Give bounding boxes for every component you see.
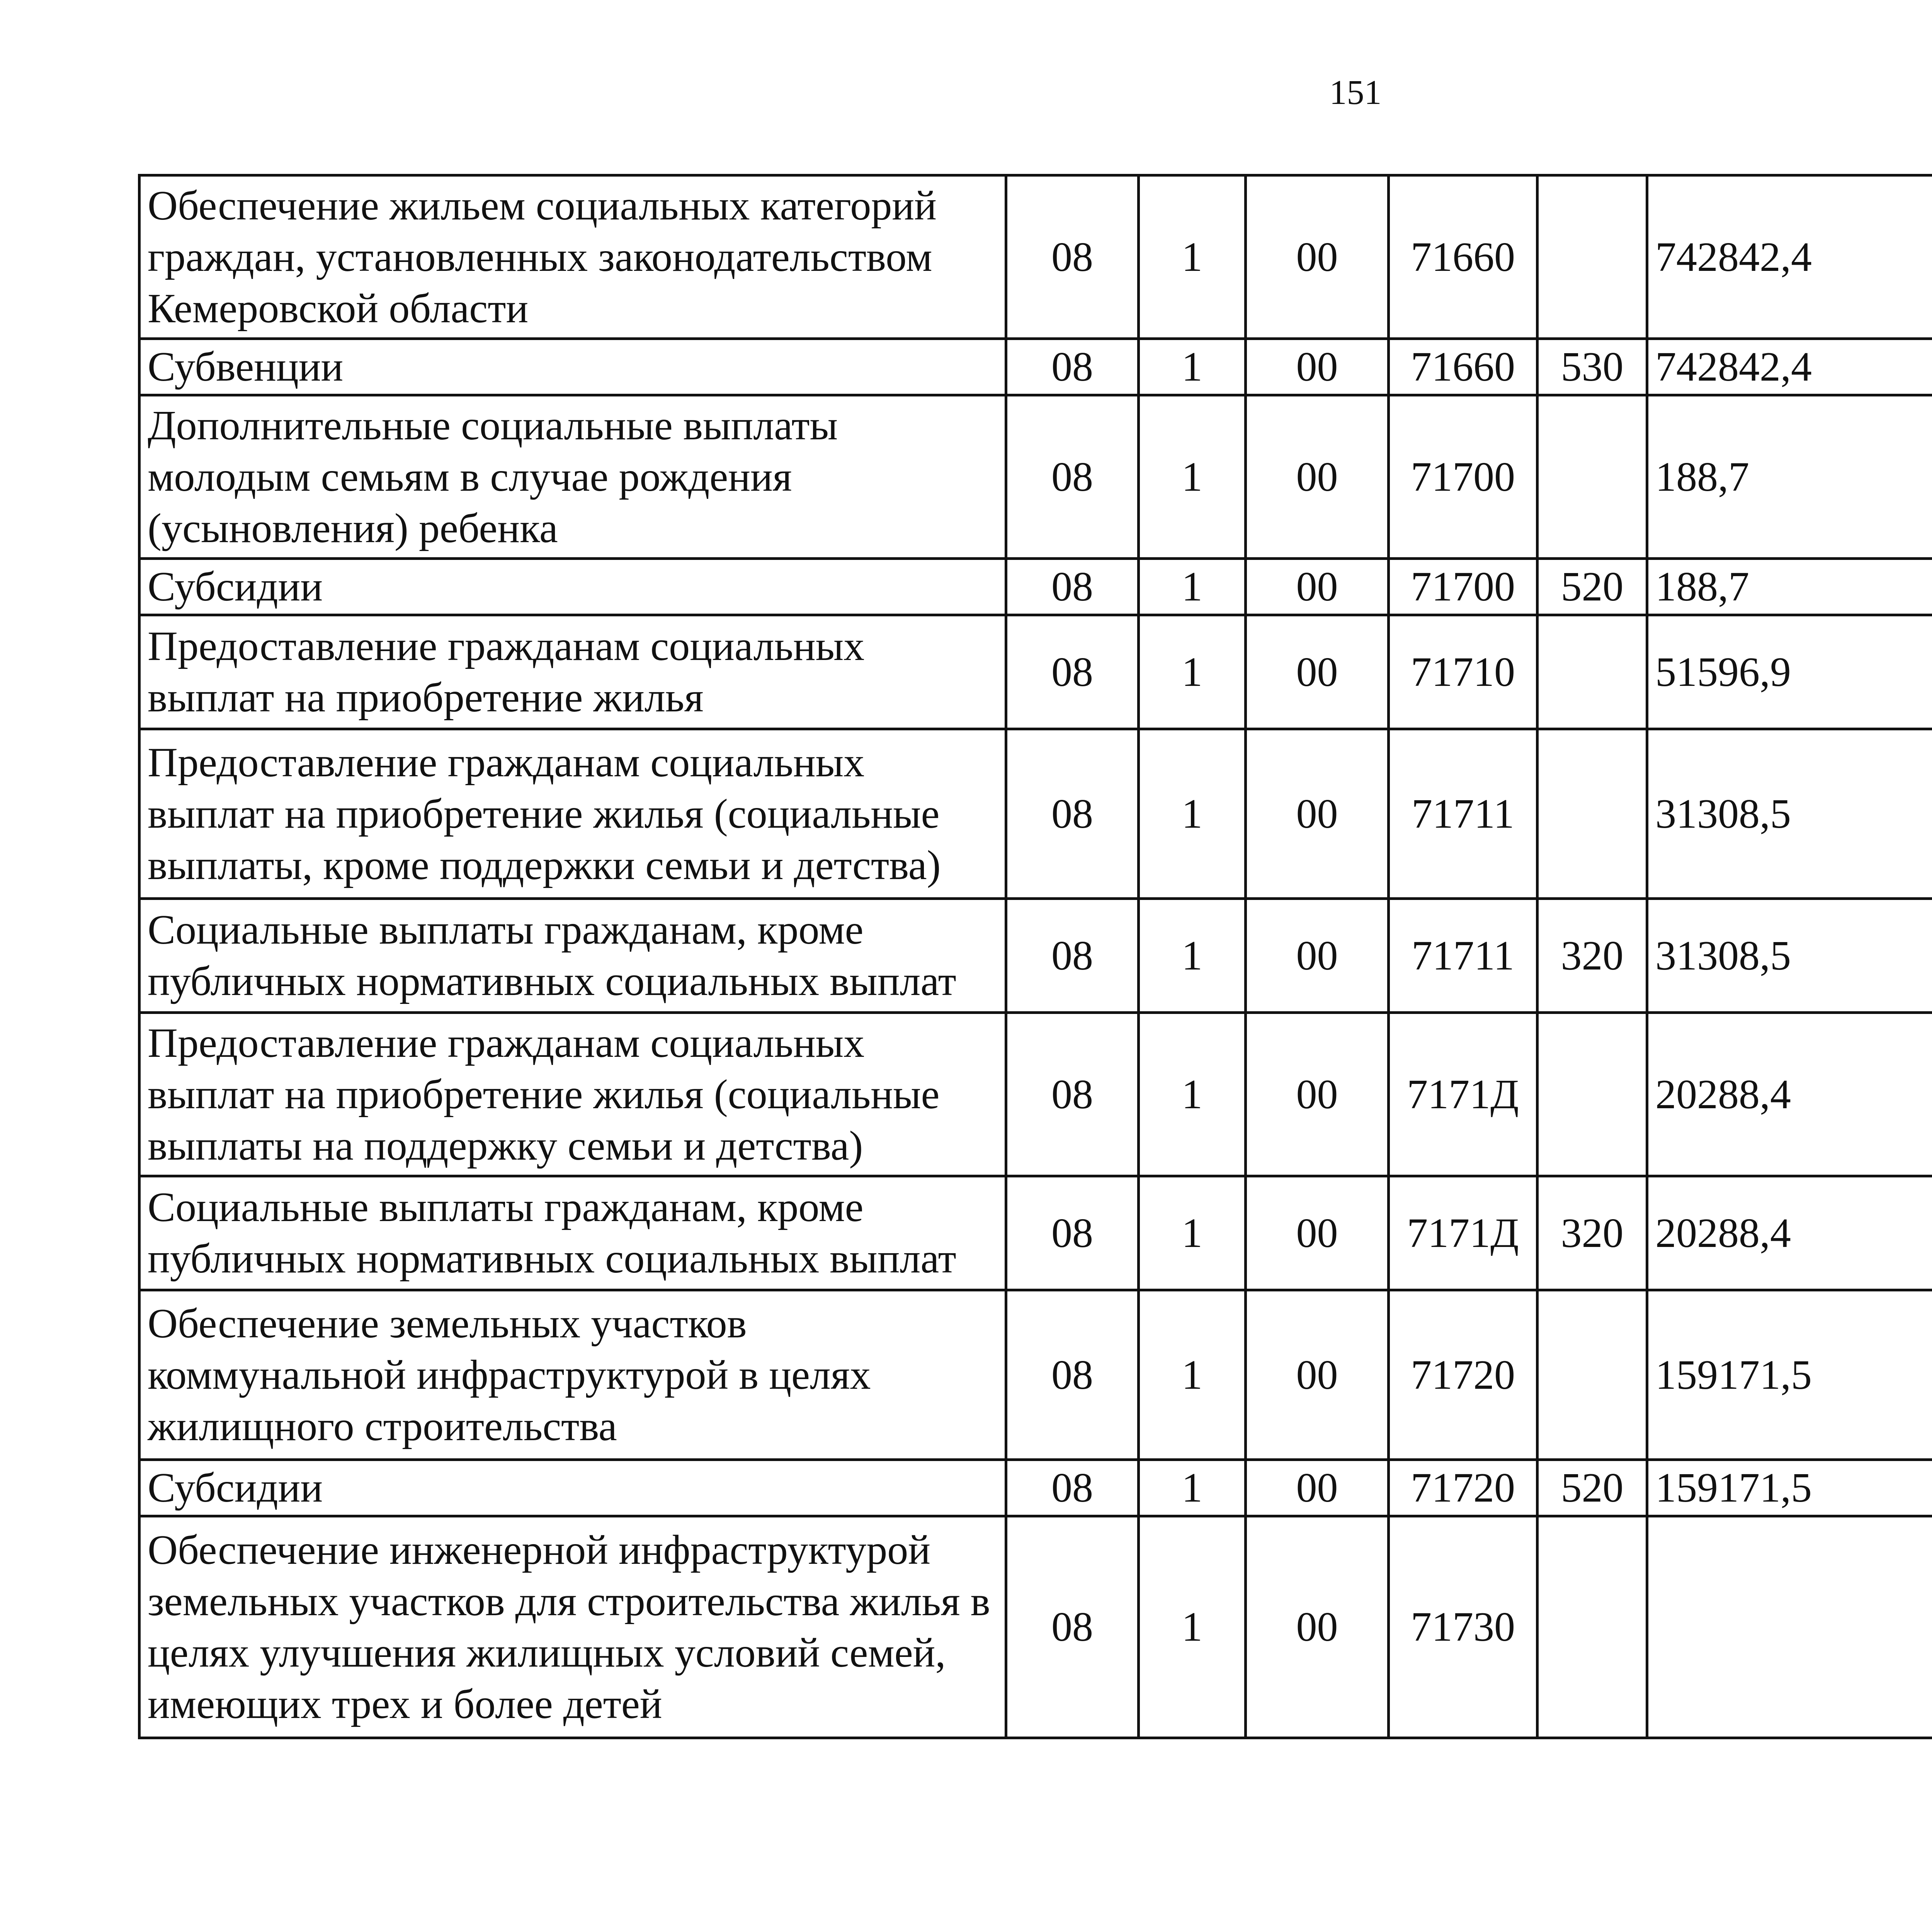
target-code-cell: 71660 [1389,339,1537,395]
program-code-cell: 1 [1139,559,1246,615]
expense-type-cell [1537,175,1647,339]
table-row [139,1290,1932,1460]
target-code-cell: 71700 [1389,395,1537,559]
target-code-cell: 71720 [1389,1460,1537,1516]
expense-type-cell [1537,615,1647,729]
table-body [139,175,1932,1738]
amount-year1-cell: 159171,5 [1647,1460,1932,1516]
expense-type-cell: 320 [1537,899,1647,1013]
expense-type-cell [1537,395,1647,559]
expense-type-cell: 520 [1537,1460,1647,1516]
section-code-cell: 08 [1006,1013,1139,1176]
program-code-cell: 1 [1139,729,1246,899]
target-code-cell: 71710 [1389,615,1537,729]
table-row [139,899,1932,1013]
row-name-cell: Субсидии [139,1460,1006,1516]
row-name-cell: Обеспечение жильем социальных категорий граждан, установленных законодательством Кемеровской области [139,175,1006,339]
program-code-cell: 1 [1139,339,1246,395]
table-row [139,559,1932,615]
table-row [139,175,1932,339]
section-code-cell: 08 [1006,395,1139,559]
section-code-cell: 08 [1006,1290,1139,1460]
amount-year1-cell: 20288,4 [1647,1013,1932,1176]
target-code-cell: 71700 [1389,559,1537,615]
program-code-cell: 1 [1139,1290,1246,1460]
subprogram-code-cell: 00 [1246,1516,1389,1738]
section-code-cell: 08 [1006,559,1139,615]
amount-year1-cell: 31308,5 [1647,729,1932,899]
expense-type-cell [1537,1516,1647,1738]
section-code-cell: 08 [1006,339,1139,395]
program-code-cell: 1 [1139,615,1246,729]
table-row [139,1013,1932,1176]
program-code-cell: 1 [1139,1516,1246,1738]
target-code-cell: 71660 [1389,175,1537,339]
table-row [139,1176,1932,1290]
section-code-cell: 08 [1006,1176,1139,1290]
section-code-cell: 08 [1006,1460,1139,1516]
subprogram-code-cell: 00 [1246,1013,1389,1176]
expense-type-cell: 530 [1537,339,1647,395]
row-name-cell: Субсидии [139,559,1006,615]
target-code-cell: 71711 [1389,729,1537,899]
amount-year1-cell: 742842,4 [1647,339,1932,395]
program-code-cell: 1 [1139,1176,1246,1290]
table-row [139,615,1932,729]
row-name-cell: Социальные выплаты гражданам, кроме публичных нормативных социальных выплат [139,899,1006,1013]
section-code-cell: 08 [1006,175,1139,339]
budget-table [138,174,1932,1739]
program-code-cell: 1 [1139,1013,1246,1176]
subprogram-code-cell: 00 [1246,339,1389,395]
section-code-cell: 08 [1006,729,1139,899]
row-name-cell: Предоставление гражданам социальных выплат на приобретение жилья (социальные выплаты, кроме поддержки семьи и детства) [139,729,1006,899]
table-row [139,1516,1932,1738]
target-code-cell: 71711 [1389,899,1537,1013]
program-code-cell: 1 [1139,395,1246,559]
amount-year1-cell: 742842,4 [1647,175,1932,339]
section-code-cell: 08 [1006,615,1139,729]
table-row [139,395,1932,559]
subprogram-code-cell: 00 [1246,615,1389,729]
row-name-cell: Дополнительные социальные выплаты молодым семьям в случае рождения (усыновления) ребенка [139,395,1006,559]
program-code-cell: 1 [1139,899,1246,1013]
target-code-cell: 71720 [1389,1290,1537,1460]
expense-type-cell: 520 [1537,559,1647,615]
row-name-cell: Обеспечение земельных участков коммунальной инфраструктурой в целях жилищного строительства [139,1290,1006,1460]
subprogram-code-cell: 00 [1246,1290,1389,1460]
amount-year1-cell: 159171,5 [1647,1290,1932,1460]
row-name-cell: Субвенции [139,339,1006,395]
row-name-cell: Предоставление гражданам социальных выплат на приобретение жилья (социальные выплаты на поддержку семьи и детства) [139,1013,1006,1176]
table-row [139,1460,1932,1516]
expense-type-cell [1537,1290,1647,1460]
target-code-cell: 7171Д [1389,1176,1537,1290]
program-code-cell: 1 [1139,175,1246,339]
target-code-cell: 71730 [1389,1516,1537,1738]
expense-type-cell: 320 [1537,1176,1647,1290]
program-code-cell: 1 [1139,1460,1246,1516]
section-code-cell: 08 [1006,899,1139,1013]
page-number: 151 [1329,73,1382,112]
amount-year1-cell [1647,1516,1932,1738]
subprogram-code-cell: 00 [1246,395,1389,559]
amount-year1-cell: 20288,4 [1647,1176,1932,1290]
table-row [139,339,1932,395]
expense-type-cell [1537,1013,1647,1176]
subprogram-code-cell: 00 [1246,175,1389,339]
section-code-cell: 08 [1006,1516,1139,1738]
subprogram-code-cell: 00 [1246,1176,1389,1290]
subprogram-code-cell: 00 [1246,899,1389,1013]
table-row [139,729,1932,899]
row-name-cell: Социальные выплаты гражданам, кроме публичных нормативных социальных выплат [139,1176,1006,1290]
subprogram-code-cell: 00 [1246,559,1389,615]
amount-year1-cell: 188,7 [1647,395,1932,559]
amount-year1-cell: 51596,9 [1647,615,1932,729]
subprogram-code-cell: 00 [1246,729,1389,899]
amount-year1-cell: 31308,5 [1647,899,1932,1013]
row-name-cell: Обеспечение инженерной инфраструктурой земельных участков для строительства жилья в целях улучшения жилищных условий семей, имеющих трех и более детей [139,1516,1006,1738]
amount-year1-cell: 188,7 [1647,559,1932,615]
row-name-cell: Предоставление гражданам социальных выплат на приобретение жилья [139,615,1006,729]
target-code-cell: 7171Д [1389,1013,1537,1176]
expense-type-cell [1537,729,1647,899]
subprogram-code-cell: 00 [1246,1460,1389,1516]
